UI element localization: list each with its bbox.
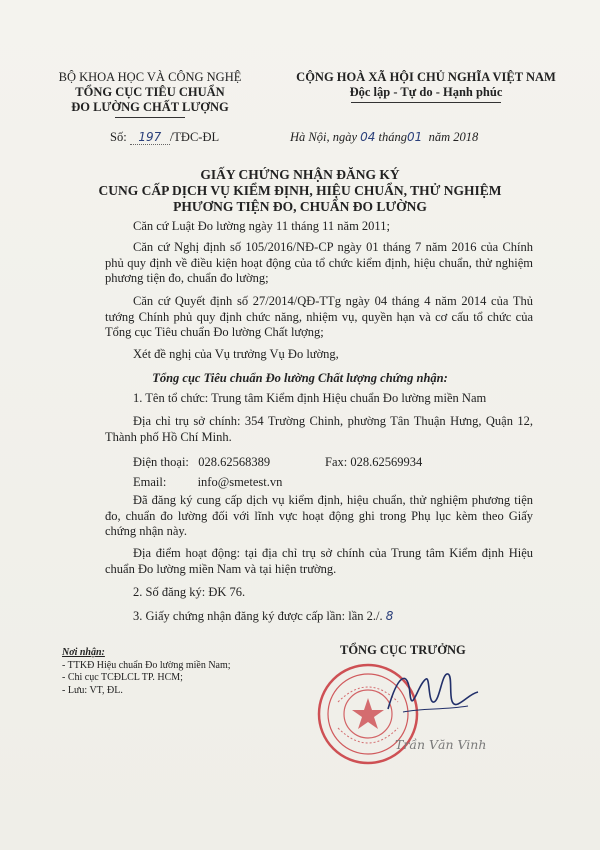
email-address: info@smetest.vn [197,475,283,489]
recipients-block [62,647,231,697]
certificate-subtitle-2: PHƯƠNG TIỆN ĐO, CHUẨN ĐO LƯỜNG [173,199,427,214]
issue-handwritten-mark: 8 [385,609,394,623]
signer-name: Trần Văn Vinh [395,737,487,752]
place-and-date: Hà Nội, ngày 04 tháng01 năm 2018 [290,130,479,144]
motto-rule [351,102,501,103]
phone-line: Điện thoại: 028.62568389 [133,455,271,469]
registration-number: 2. Số đăng ký: ĐK 76. [133,585,246,599]
email-line: Email: info@smetest.vn [133,475,283,489]
preamble-decree: Căn cứ Nghị định số 105/2016/NĐ-CP ngày 01 tháng 7 năm 2016 của Chính phủ quy định về điều kiện hoạt động của tổ chức kiểm định, hiệu chuẩn, thử nghiệm phương tiện đo, chuẩn đo lường; [105,240,533,285]
preamble-law: Căn cứ Luật Đo lường ngày 11 tháng 11 năm 2011; [133,219,390,233]
organization-name: 1. Tên tổ chức: Trung tâm Kiểm định Hiệu chuẩn Đo lường miền Nam [133,391,487,405]
issue-count: 3. Giấy chứng nhận đăng ký được cấp lần: lần 2./. 8 [133,609,394,623]
preamble-proposal: Xét đề nghị của Vụ trưởng Vụ Đo lường, [133,347,339,361]
recipient-item: - Lưu: VT, ĐL. [62,684,123,696]
preamble-decision: Căn cứ Quyết định số 27/2014/QĐ-TTg ngày 04 tháng 4 năm 2014 của Thủ tướng Chính phủ quy định chức năng, nhiệm vụ, quyền hạn và cơ cấu tổ chức của Tổng cục Tiêu chuẩn Đo lường Chất lượng; [105,294,533,339]
document-number: Số: 197 /TĐC-ĐL [110,130,220,144]
signer-title: TỔNG CỤC TRƯỞNG [340,643,466,657]
registration-scope: Đã đăng ký cung cấp dịch vụ kiểm định, hiệu chuẩn, thử nghiệm phương tiện đo, chuẩn đo lường đối với lĩnh vực hoạt động ghi trong Phụ lục kèm theo Giấy chứng nhận này. [105,493,533,538]
national-header [276,70,576,103]
recipients-label: Nơi nhận: [62,647,105,658]
agency-name-line1: TỔNG CỤC TIÊU CHUẨN [75,85,225,99]
date-day: 04 [360,130,376,144]
ministry-name: BỘ KHOA HỌC VÀ CÔNG NGHỆ [58,70,242,84]
operating-location: Địa điểm hoạt động: tại địa chỉ trụ sở chính của Trung tâm Kiểm định Hiệu chuẩn Đo lường miền Nam và tại hiện trường. [105,546,533,576]
number-handwritten: 197 [130,130,170,145]
fax-line: Fax: 028.62569934 [325,455,423,469]
organization-address: Địa chỉ trụ sở chính: 354 Trường Chinh, phường Tân Thuận Hưng, Quận 12, Thành phố Hồ Chí Minh. [105,414,533,444]
date-month: 01 [407,130,423,144]
national-motto: Độc lập - Tự do - Hạnh phúc [349,85,503,99]
recipient-item: - Chi cục TCĐLCL TP. HCM; [62,672,183,683]
certifies-heading: Tổng cục Tiêu chuẩn Đo lường Chất lượng chứng nhận: [152,371,448,385]
phone-number: 028.62568389 [198,455,271,469]
header-rule [115,117,185,118]
agency-name-line2: ĐO LƯỜNG CHẤT LƯỢNG [71,100,229,114]
issuer-header [30,70,270,118]
certificate-subtitle-1: CUNG CẤP DỊCH VỤ KIỂM ĐỊNH, HIỆU CHUẨN, THỬ NGHIỆM [98,183,502,198]
recipient-item: - TTKĐ Hiệu chuẩn Đo lường miền Nam; [62,659,231,671]
handwritten-signature-icon [368,664,488,724]
country-name: CỘNG HOÀ XÃ HỘI CHỦ NGHĨA VIỆT NAM [296,70,556,84]
fax-number: 028.62569934 [350,455,423,469]
certificate-title: GIẤY CHỨNG NHẬN ĐĂNG KÝ [200,167,400,182]
